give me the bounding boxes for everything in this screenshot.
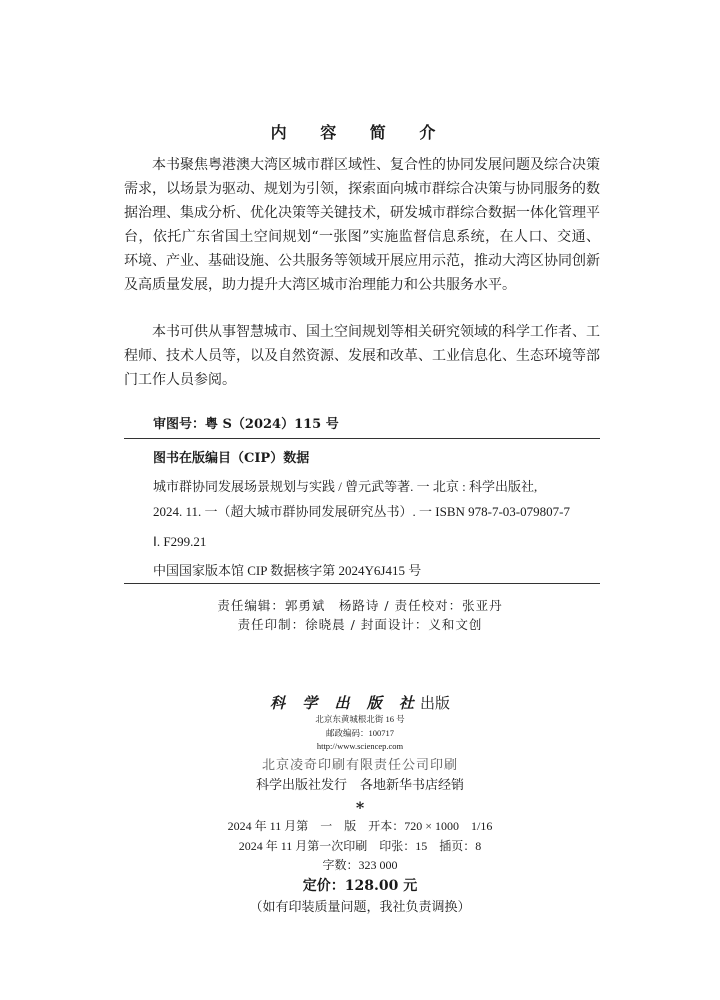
- separator-asterisk: *: [355, 798, 365, 817]
- word-count: 字数：323 000: [322, 858, 398, 872]
- cip-line-2: 2024. 11. 一（超大城市群协同发展研究丛书）. 一 ISBN 978-7-03-079807-7: [153, 504, 570, 519]
- printer-name: 北京凌奇印刷有限责任公司印刷: [261, 758, 458, 773]
- distribution-line: 科学出版社发行 各地新华书店经销: [255, 778, 464, 793]
- cip-classification: Ⅰ. F299.21: [153, 534, 207, 549]
- printing-specs: 2024 年 11 月第一次印刷 印张：15 插页：8: [238, 839, 482, 853]
- publisher-postcode: 邮政编码：100717: [325, 728, 394, 738]
- cip-bottom-rule: [124, 583, 600, 584]
- publisher-website: http://www.sciencep.com: [316, 741, 404, 751]
- publisher-logo-text: 科 学 出 版 社: [270, 694, 420, 712]
- editors-line-1: 责任编辑：郭勇斌 杨路诗 / 责任校对：张亚丹: [217, 598, 503, 613]
- price: 定价：128.00 元: [302, 878, 418, 894]
- summary-title: 内 容 简 介: [270, 123, 450, 142]
- cip-record-number: 中国国家版本馆 CIP 数据核字第 2024Y6J415 号: [153, 563, 422, 578]
- quality-notice: （如有印装质量问题，我社负责调换）: [249, 900, 471, 915]
- summary-paragraph-2: 本书可供从事智慧城市、国土空间规划等相关研究领域的科学工作者、工程师、技术人员等，以及自然资源、发展和改革、工业信息化、生态环境等部门工作人员参阅。: [124, 324, 600, 388]
- map-approval-number: 审图号：粤 S（2024）115 号: [153, 417, 339, 432]
- cip-line-1: 城市群协同发展场景规划与实践 / 曾元武等著. 一 北京 : 科学出版社,: [153, 479, 538, 494]
- publisher-address: 北京东黄城根北街 16 号: [315, 714, 405, 724]
- cip-top-rule: [124, 438, 600, 439]
- editors-line-2: 责任印制：徐晓晨 / 封面设计：义和文创: [237, 617, 483, 632]
- cip-heading: 图书在版编目（CIP）数据: [153, 451, 310, 466]
- edition-specs: 2024 年 11 月第 一 版 开本：720 × 1000 1/16: [227, 819, 493, 833]
- publisher-name: [0, 692, 720, 713]
- publisher-suffix: 出版: [419, 694, 450, 712]
- summary-paragraph-1: 本书聚焦粤港澳大湾区城市群区域性、复合性的协同发展问题及综合决策需求，以场景为驱动、规划为引领，探索面向城市群综合决策与协同服务的数据治理、集成分析、优化决策等关键技术，研发城市群综合数据一体化管理平台，依托广东省国土空间规划“一张图”实施监督信息系统，在人口、交通、环境、产业、基础设施、公共服务等领域开展应用示范，推动大湾区协同创新及高质量发展，助力提升大湾区城市治理能力和公共服务水平。: [124, 157, 600, 293]
